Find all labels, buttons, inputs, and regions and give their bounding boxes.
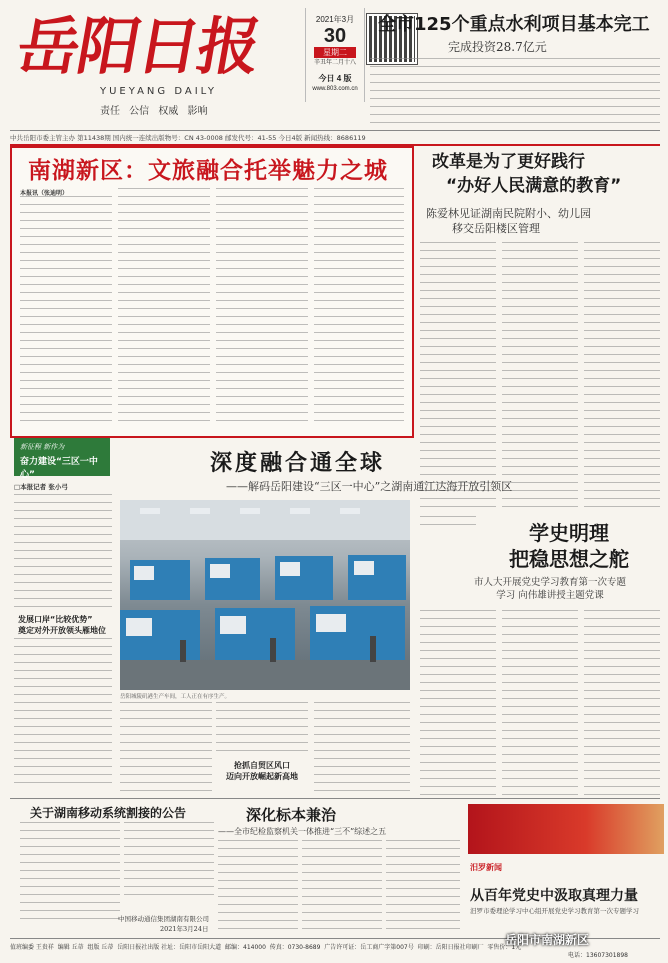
main-story-headline: 南湖新区：文旅融合托举魅力之城 bbox=[28, 158, 388, 184]
date-pages: 今日 4 版 bbox=[318, 74, 352, 83]
reform-sub-line2: 移交岳阳楼区管理 bbox=[452, 222, 540, 235]
notice-title: 关于湖南移动系统割接的公告 bbox=[30, 806, 187, 820]
notice-signature: 中国移动通信集团湖南有限公司 bbox=[118, 915, 209, 923]
footer-editor: 值班编委 王贵祥 bbox=[10, 944, 54, 951]
study-story-subtitle bbox=[440, 576, 660, 602]
footer-price: 零售价：1元 bbox=[487, 944, 522, 951]
history-section-label: 汨罗新闻 bbox=[470, 863, 502, 872]
footer-print: 印刷：岳阳日报社印刷厂 bbox=[417, 944, 484, 951]
side-head-2-line2: 迈向开放崛起新高地 bbox=[226, 772, 298, 781]
governance-story-subtitle: ——全市纪检监察机关一体推进“三不”综述之五 bbox=[218, 827, 387, 836]
date-lunar: 辛丑年二月十八 bbox=[313, 60, 356, 66]
wechat-watermark: 岳阳市南湖新区 bbox=[505, 933, 590, 947]
governance-col-1 bbox=[218, 840, 298, 930]
reform-title-line2: “办好人民满意的教育” bbox=[446, 176, 622, 196]
notice-date: 2021年3月24日 bbox=[160, 925, 209, 933]
footer-fax: 传真：0730-8689 bbox=[269, 944, 321, 951]
deep-story-col-5 bbox=[314, 702, 410, 792]
masthead-slogan: 责任 公信 权威 影响 bbox=[100, 106, 208, 117]
main-story-col-1 bbox=[20, 196, 112, 428]
top-story-text bbox=[370, 58, 660, 124]
study-story-title bbox=[484, 520, 654, 572]
footer-chief: 编辑 丘蒂 bbox=[57, 944, 84, 951]
date-weekday: 星期二 bbox=[314, 47, 356, 58]
deep-story-byline: □本报记者 张小弓 bbox=[14, 483, 68, 491]
deep-story-col-3 bbox=[120, 702, 212, 792]
side-head-1 bbox=[18, 614, 106, 636]
top-story-subhead: 完成投资28.7亿元 bbox=[448, 40, 547, 54]
side-head-1-line2: 奠定对外开放领头雁地位 bbox=[18, 626, 106, 635]
reform-story-subtitle bbox=[426, 206, 591, 236]
reform-story-col-4 bbox=[420, 516, 476, 526]
deep-story-col-1 bbox=[14, 494, 112, 610]
footer-designer: 组版 丘蒂 bbox=[87, 944, 114, 951]
history-story-subtitle: 汨罗市委理论学习中心组开展党史学习教育第一次专题学习 bbox=[470, 907, 639, 915]
study-sub-line1: 市人大开展党史学习教育第一次专题 bbox=[473, 577, 626, 588]
date-day: 30 bbox=[323, 25, 347, 47]
deep-story-col-4 bbox=[216, 702, 308, 758]
deep-story-col-2 bbox=[14, 638, 112, 790]
reform-story-title bbox=[420, 150, 621, 198]
notice-text-2 bbox=[124, 822, 214, 896]
factory-photo bbox=[120, 500, 410, 690]
reform-sub-line1: 陈爱林见证湖南民院附小、幼儿园 bbox=[426, 207, 591, 220]
date-site: www.803.com.cn bbox=[312, 86, 358, 92]
factory-photo-illustration bbox=[120, 500, 410, 690]
study-story-col-3 bbox=[584, 610, 660, 800]
top-story-headline: 全市125个重点水利项目基本完工 bbox=[378, 14, 650, 35]
footer-phone: 电话：13607301898 bbox=[568, 952, 628, 959]
deep-story-title: 深度融合通全球 bbox=[210, 451, 386, 476]
reform-story-col-1 bbox=[420, 242, 496, 510]
badge-line2: 奋力建设“三区一中心” bbox=[20, 457, 98, 480]
date-box bbox=[305, 8, 365, 102]
date-year-month: 2021年3月 bbox=[315, 15, 355, 24]
study-story-col-2 bbox=[502, 610, 578, 800]
governance-col-3 bbox=[386, 840, 460, 930]
reform-story-col-2 bbox=[502, 242, 578, 510]
governance-col-2 bbox=[302, 840, 382, 930]
history-story-title: 从百年党史中汲取真理力量 bbox=[470, 888, 638, 904]
info-bar: 中共岳阳市委主管主办 第11438期 国内统一连续出版物号：CN 43-0008 邮发代号：41-55 今日4版 新闻热线：8686119 bbox=[10, 130, 660, 146]
badge-line1: 新征程 新作为 bbox=[20, 443, 65, 451]
newspaper-logo: 岳阳日报 bbox=[11, 10, 265, 83]
study-sub-line2: 学习 向伟雄讲授主题党课 bbox=[496, 590, 604, 601]
footer-zip: 邮编：414000 bbox=[225, 944, 266, 951]
main-story-col-3 bbox=[216, 188, 308, 428]
study-title-line2: 把稳思想之舵 bbox=[509, 547, 629, 571]
notice-text bbox=[20, 822, 120, 924]
study-story-col-1 bbox=[420, 610, 496, 800]
footer-ad: 广告许可证：岳工商广字第007号 bbox=[324, 944, 414, 951]
reform-story-col-3 bbox=[584, 242, 660, 510]
section-divider bbox=[10, 798, 660, 799]
party-banner-image bbox=[468, 804, 664, 854]
main-story-col-2 bbox=[118, 188, 210, 428]
photo-caption: 岳阳城陵矶港生产车间，工人正在有序生产。 bbox=[120, 694, 231, 700]
governance-story-title: 深化标本兼治 bbox=[246, 806, 337, 824]
side-head-2-line1: 抢抓自贸区风口 bbox=[234, 761, 290, 770]
series-badge bbox=[14, 438, 110, 480]
deep-story-subtitle: ——解码岳阳建设“三区一中心”之湖南通江达海开放引领区 bbox=[226, 480, 513, 493]
study-title-line1: 学史明理 bbox=[529, 521, 609, 545]
side-head-2 bbox=[226, 760, 298, 782]
masthead-pinyin: YUEYANG DAILY bbox=[100, 86, 217, 97]
reform-title-line1: 改革是为了更好践行 bbox=[432, 152, 585, 172]
footer-address: 岳阳日报社出版 社址：岳阳市岳阳大道 bbox=[117, 944, 222, 951]
side-head-1-line1: 发展口岸“比较优势” bbox=[18, 615, 93, 624]
main-story-byline: 本报讯（张迪明） bbox=[20, 190, 69, 197]
main-story-col-4 bbox=[314, 188, 404, 428]
